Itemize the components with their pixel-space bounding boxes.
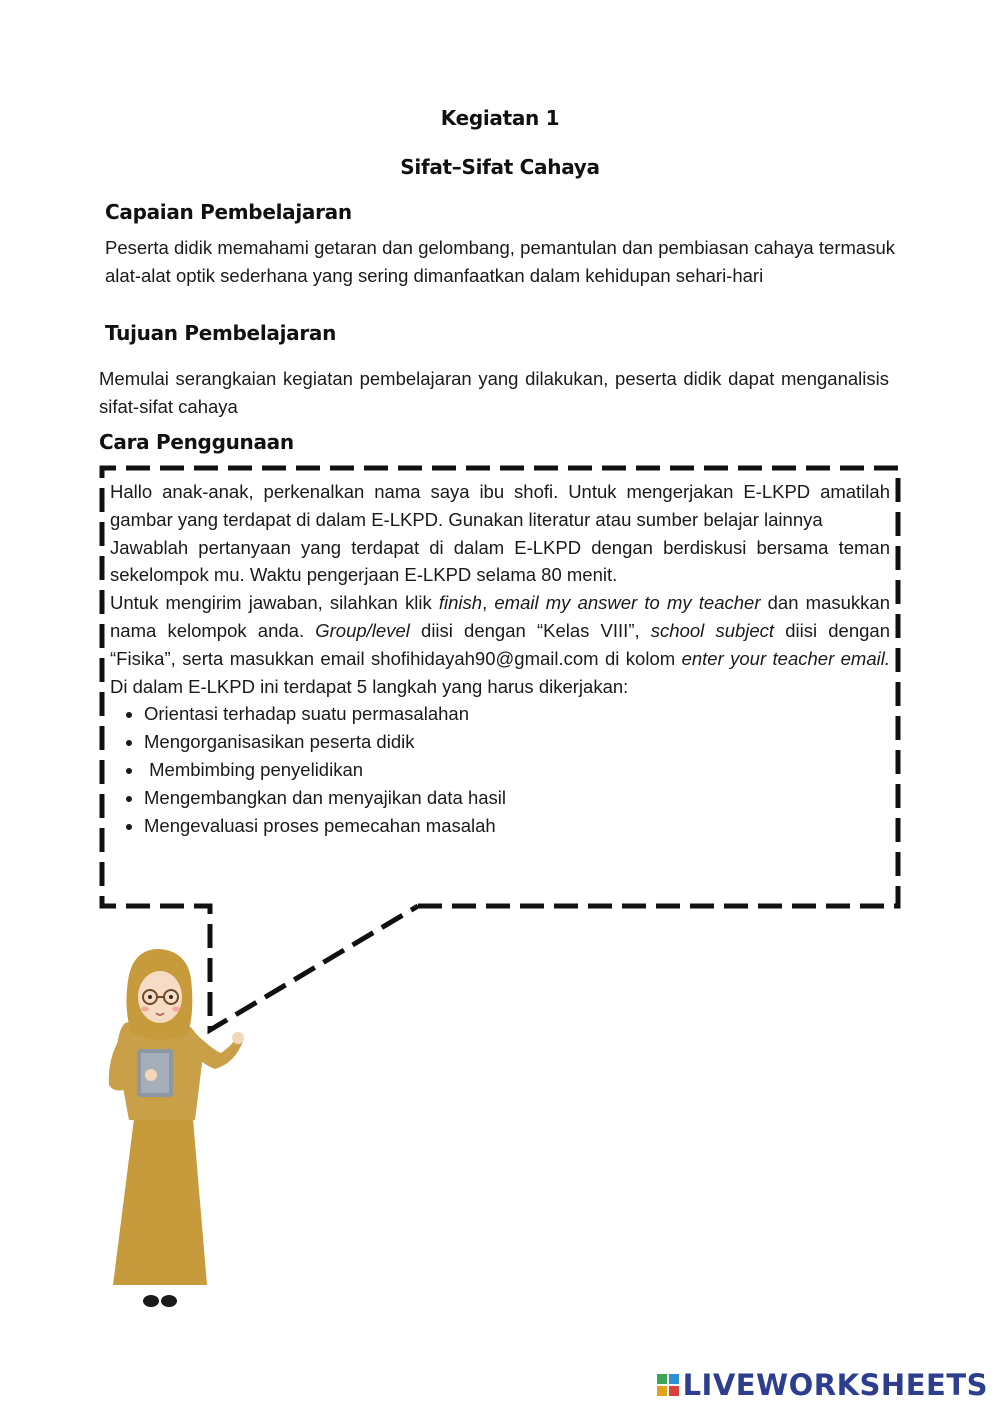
list-item: • Membimbing penyelidikan (144, 756, 890, 784)
steps-list (110, 700, 890, 839)
instruction-intro: Hallo anak-anak, perkenalkan nama saya ibu shofi. Untuk mengerjakan E-LKPD amatilah gambar yang terdapat di dalam E-LKPD. Gunakan literatur atau sumber belajar lainnya (110, 481, 890, 530)
list-item: • Orientasi terhadap suatu permasalahan (144, 700, 890, 728)
instructions (110, 478, 890, 839)
capaian-heading: Capaian Pembelajaran (105, 200, 352, 224)
group-level-term: Group/level (315, 619, 410, 641)
instruction-submit: Untuk mengirim jawaban, silahkan klik finish, email my answer to my teacher dan masukkan nama kelompok anda. Group/level diisi dengan “Kelas VIII”, school subject diisi dengan “Fisika”, serta masukkan email shofihidayah90@gmail.com di kolom enter your teacher email. Di dalam E-LKPD ini terdapat 5 langkah yang harus dikerjakan: (110, 592, 890, 697)
list-item: • Mengevaluasi proses pemecahan masalah (144, 812, 890, 840)
instruction-discussion: Jawablah pertanyaan yang terdapat di dalam E-LKPD dengan berdiskusi bersama teman sekelompok mu. Waktu pengerjaan E-LKPD selama 80 menit. (110, 536, 890, 586)
enter-email-term: enter your teacher email. (681, 647, 890, 669)
page-subtitle: Sifat–Sifat Cahaya (400, 155, 600, 179)
logo-mark-icon (657, 1374, 679, 1396)
finish-term: finish (438, 592, 483, 614)
email-answer-term: email my answer to my teacher (494, 592, 761, 614)
tujuan-heading: Tujuan Pembelajaran (105, 321, 337, 345)
capaian-text: Peserta didik memahami getaran dan gelombang, pemantulan dan pembiasan cahaya termasuk alat-alat optik sederhana yang sering dimanfaatkan dalam kehidupan sehari-hari (105, 237, 895, 286)
brand-name: LIVEWORKSHEETS (682, 1368, 988, 1402)
list-item: • Mengorganisasikan peserta didik (144, 728, 890, 756)
school-subject-term: school subject (650, 619, 775, 641)
teacher-illustration (95, 945, 255, 1315)
cara-heading: Cara Penggunaan (99, 430, 294, 454)
page-title: Kegiatan 1 (440, 106, 560, 130)
liveworksheets-logo (657, 1368, 988, 1402)
list-item: • Mengembangkan dan menyajikan data hasil (144, 784, 890, 812)
tujuan-text: Memulai serangkaian kegiatan pembelajaran yang dilakukan, peserta didik dapat menganalisis sifat-sifat cahaya (99, 368, 889, 417)
